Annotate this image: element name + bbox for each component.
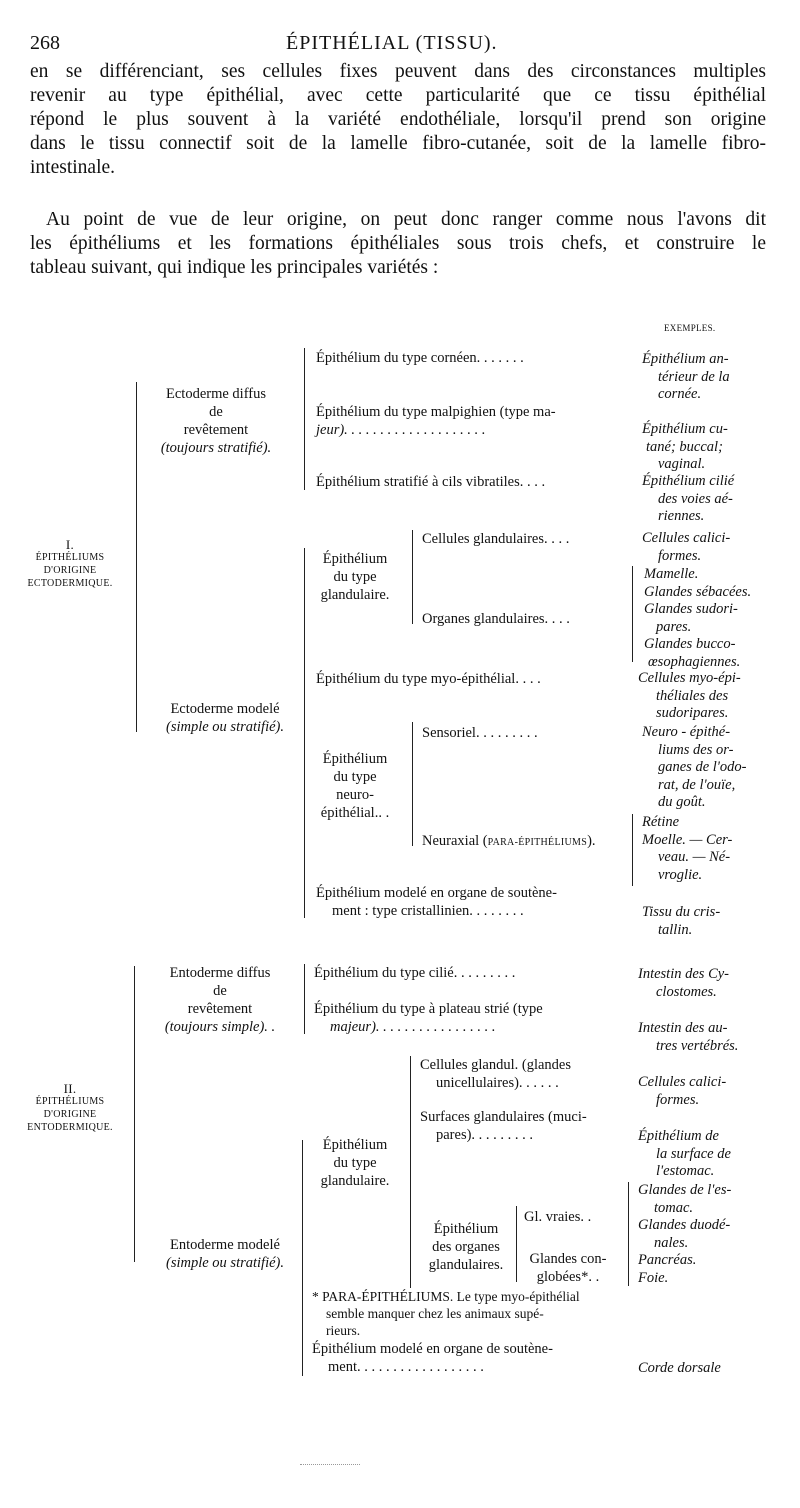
group-label: D'ORIGINE: [43, 1109, 97, 1120]
text-line: revenir au type épithélial, avec cette particularité que ce tissu épithélial: [30, 85, 766, 106]
neuraxial-prefix: Neuraxial (: [422, 833, 488, 849]
entoderme-diffus: [140, 964, 300, 1036]
brace: [632, 814, 633, 886]
examples-organes-endo: [638, 1182, 731, 1287]
glandulaire-label: [312, 550, 398, 604]
label-line: revêtement: [187, 1001, 253, 1017]
label-line: neuro-: [336, 787, 374, 803]
row-line: jeur). . . . . . . . . . . . . . . . . . . .: [316, 422, 486, 438]
text-line: tableau suivant, qui indique les principales variétés :: [30, 257, 439, 278]
neuro-label: [312, 750, 398, 822]
row-line: Glandes con-: [529, 1251, 607, 1267]
row-glandes-conglobees: [522, 1250, 614, 1286]
entoderme-modele: [140, 1236, 310, 1272]
text-line: dans le tissu connectif soit de la lamelle fibro-cutanée, soit de la lamelle fibro-: [30, 133, 766, 154]
group-label: D'ORIGINE: [43, 565, 97, 576]
row-line: Épithélium du type à plateau strié (type: [314, 1001, 543, 1017]
row-line: Épithélium modelé en organe de soutène-: [316, 885, 557, 901]
row-line: ment. . . . . . . . . . . . . . . . . .: [328, 1359, 484, 1375]
example-line: la surface de: [656, 1145, 731, 1162]
group-ectodermique: [18, 538, 122, 590]
group-label: ECTODERMIQUE.: [27, 578, 113, 589]
text-line: les épithéliums et les formations épithéliales sous trois chefs, et construire le: [30, 233, 766, 254]
row-cellules-glandulaires: Cellules glandulaires. . . .: [422, 531, 570, 547]
group-label: ÉPITHÉLIUMS: [35, 552, 105, 563]
organes-glandulaires-label: [420, 1220, 512, 1274]
row-cristallinien: [316, 884, 557, 920]
row-line: Épithélium modelé en organe de soutène-: [312, 1341, 553, 1357]
example-line: Épithélium cu-: [642, 421, 728, 437]
brace: [412, 722, 413, 846]
example-line: Tissu du cris-: [642, 904, 721, 920]
example-line: Foie.: [638, 1269, 669, 1286]
example-line: Intestin des Cy-: [638, 966, 730, 982]
example-corde-dorsale: Corde dorsale: [638, 1360, 721, 1376]
example-line: Cellules calici-: [638, 1074, 727, 1090]
row-line: Surfaces glandulaires (muci-: [420, 1109, 587, 1125]
brace: [516, 1206, 517, 1282]
paragraph-1: [30, 60, 766, 180]
brace: [304, 548, 305, 918]
label-line: glandulaires.: [428, 1257, 504, 1273]
brace: [410, 1056, 411, 1288]
row-line: globées*. .: [536, 1269, 600, 1285]
brace: [632, 566, 633, 662]
example-line: Mamelle.: [644, 566, 699, 582]
example-malpighien: [642, 421, 728, 474]
example-line: Neuro - épithé-: [642, 724, 731, 740]
footnote-line: semble manquer chez les animaux supé-: [326, 1306, 544, 1321]
example-cristallinien: [642, 904, 720, 939]
row-cils: Épithélium stratifié à cils vibratiles. . . .: [316, 474, 546, 490]
example-line: vaginal.: [658, 456, 706, 472]
example-line: Glandes sébacées.: [644, 583, 752, 600]
group-numeral: I.: [65, 537, 75, 552]
label-line: Épithélium: [322, 551, 388, 567]
brace: [136, 382, 137, 732]
example-line: Cellules calici-: [642, 530, 731, 546]
example-line: Épithélium cilié: [642, 473, 735, 489]
example-line: du goût.: [658, 794, 706, 810]
example-line: vroglie.: [658, 866, 703, 883]
label-line: Entoderme modelé: [170, 1237, 280, 1253]
example-line: formes.: [656, 1091, 700, 1108]
label-line: (toujours stratifié).: [160, 440, 272, 456]
label-line: Ectoderme modelé: [170, 701, 280, 717]
example-line: Intestin des au-: [638, 1020, 728, 1036]
example-line: Glandes de l'es-: [638, 1182, 732, 1198]
text-line: intestinale.: [30, 157, 116, 178]
row-cellules-glandul: [420, 1056, 571, 1092]
example-line: tomac.: [654, 1199, 694, 1216]
group-label: ENTODERMIQUE.: [27, 1122, 113, 1133]
row-corde-dorsale: [312, 1340, 553, 1376]
group-numeral: II.: [63, 1081, 77, 1096]
example-cils: [642, 473, 734, 526]
row-organes-glandulaires: Organes glandulaires. . . .: [422, 611, 570, 627]
example-line: sudoripares.: [656, 705, 729, 721]
example-line: Glandes sudori-: [644, 601, 738, 617]
ectoderme-modele: [140, 700, 310, 736]
label-line: Épithélium: [322, 1137, 388, 1153]
example-line: Épithélium de: [638, 1128, 719, 1144]
text-line: en se différenciant, ses cellules fixes peuvent dans des circonstances multiples: [30, 61, 766, 82]
page-number: 268: [30, 32, 60, 54]
label-line: du type: [333, 1155, 377, 1171]
neuraxial-suffix: ).: [587, 833, 596, 849]
row-line: unicellulaires). . . . . .: [436, 1075, 559, 1091]
paragraph-2: [30, 208, 766, 280]
example-line: clostomes.: [656, 983, 717, 1000]
example-cellules-glandul: [638, 1074, 726, 1109]
label-line: Entoderme diffus: [169, 965, 271, 981]
ectoderme-diffus: [146, 385, 286, 457]
label-line: de: [209, 404, 223, 420]
text-line: répond le plus souvent à la variété endothéliale, lorsqu'il prend son origine: [30, 109, 766, 130]
example-line: des voies aé-: [658, 490, 733, 507]
brace: [304, 964, 305, 1034]
row-plateau-strie: [314, 1000, 543, 1036]
footnote-line: * PARA-ÉPITHÉLIUMS. Le type myo-épithélial: [312, 1289, 580, 1304]
label-line: Épithélium: [322, 751, 388, 767]
label-line: de: [213, 983, 227, 999]
group-label: ÉPITHÉLIUMS: [35, 1096, 105, 1107]
scan-mark: [300, 1464, 360, 1465]
row-line: Cellules glandul. (glandes: [420, 1057, 572, 1073]
running-title: ÉPITHÉLIAL (TISSU).: [286, 32, 498, 54]
footnote-line: rieurs.: [326, 1323, 361, 1338]
example-line: térieur de la: [658, 368, 730, 385]
example-line: tres vertébrés.: [656, 1037, 739, 1054]
example-line: tallin.: [658, 921, 693, 938]
label-line: des organes: [432, 1239, 500, 1255]
neuraxial-smallcaps: PARA-ÉPITHÉLIUMS: [487, 837, 588, 848]
example-line: Cellules myo-épi-: [638, 670, 741, 686]
row-malpighien: [316, 403, 556, 439]
example-line: cornée.: [658, 386, 702, 402]
example-line: veau. — Né-: [658, 849, 731, 865]
row-neuraxial: [422, 832, 596, 850]
example-corneen: [642, 351, 730, 404]
example-line: Glandes bucco-: [644, 636, 736, 652]
label-line: épithélial.. .: [320, 805, 390, 821]
examples-organes-glandulaires: [644, 566, 751, 671]
examples-header: EXEMPLES.: [664, 323, 716, 333]
example-line: Épithélium an-: [642, 351, 729, 367]
example-line: riennes.: [658, 508, 705, 524]
label-line: (simple ou stratifié).: [165, 1255, 284, 1271]
example-line: rat, de l'ouïe,: [658, 776, 736, 793]
examples-neuraxial: [642, 814, 732, 884]
row-line: ment : type cristallinien. . . . . . . .: [332, 903, 524, 919]
footnote: [312, 1288, 580, 1339]
example-line: l'estomac.: [656, 1163, 715, 1179]
label-line: Épithélium: [433, 1221, 499, 1237]
group-entodermique: [18, 1082, 122, 1134]
example-line: Pancréas.: [638, 1252, 697, 1268]
label-line: du type: [333, 569, 377, 585]
example-line: Rétine: [642, 814, 680, 830]
label-line: (simple ou stratifié).: [165, 719, 284, 735]
example-myo-epithelial: [638, 670, 741, 723]
row-myo-epithelial: Épithélium du type myo-épithélial. . . .: [316, 671, 541, 687]
row-line: majeur). . . . . . . . . . . . . . . . .: [330, 1019, 496, 1035]
row-sensoriel: Sensoriel. . . . . . . . .: [422, 725, 538, 741]
text-line: Au point de vue de leur origine, on peut donc ranger comme nous l'avons dit: [46, 209, 766, 230]
label-line: glandulaire.: [320, 1173, 390, 1189]
brace: [412, 530, 413, 624]
brace: [134, 966, 135, 1262]
example-line: Glandes duodé-: [638, 1217, 731, 1233]
example-cellules-glandulaires: [642, 530, 730, 565]
example-line: pares.: [656, 618, 692, 635]
example-line: liums des or-: [658, 741, 734, 758]
example-line: formes.: [658, 547, 702, 564]
label-line: Ectoderme diffus: [166, 386, 266, 402]
brace: [628, 1182, 629, 1286]
row-gl-vraies: Gl. vraies. .: [524, 1209, 592, 1225]
row-line: Épithélium du type malpighien (type ma-: [316, 404, 556, 420]
row-line: pares). . . . . . . . .: [436, 1127, 534, 1143]
example-line: nales.: [654, 1234, 689, 1251]
example-line: ganes de l'odo-: [658, 759, 747, 775]
example-line: œsophagiennes.: [648, 653, 741, 670]
label-line: glandulaire.: [320, 587, 390, 603]
label-line: revêtement: [183, 422, 249, 438]
brace: [302, 1140, 303, 1376]
example-cilie: [638, 966, 729, 1001]
example-line: Moelle. — Cer-: [642, 831, 733, 848]
label-line: (toujours simple). .: [164, 1019, 276, 1035]
row-corneen: Épithélium du type cornéen. . . . . . .: [316, 350, 524, 366]
example-sensoriel: [642, 724, 746, 812]
example-surfaces-glandulaires: [638, 1128, 731, 1181]
example-line: théliales des: [656, 687, 729, 704]
brace: [304, 348, 305, 490]
row-cilie: Épithélium du type cilié. . . . . . . . .: [314, 965, 516, 981]
glandulaire-label-endo: [312, 1136, 398, 1190]
label-line: du type: [333, 769, 377, 785]
row-surfaces-glandulaires: [420, 1108, 587, 1144]
example-plateau-strie: [638, 1020, 738, 1055]
example-line: tané; buccal;: [646, 438, 723, 455]
